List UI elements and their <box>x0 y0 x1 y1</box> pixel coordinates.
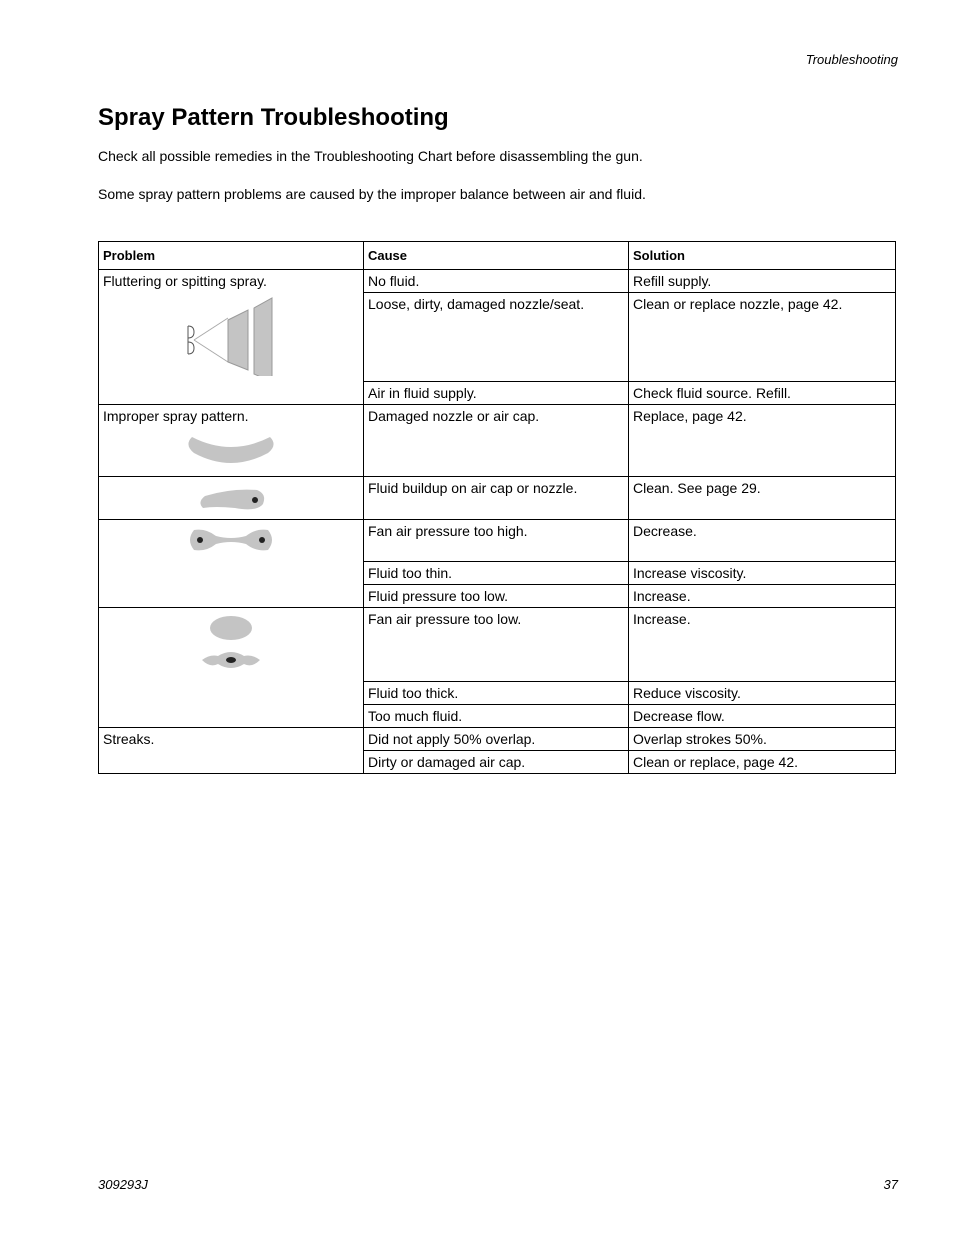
cause-cell: Loose, dirty, damaged nozzle/seat. <box>364 293 629 382</box>
cause-cell: Did not apply 50% overlap. <box>364 728 629 751</box>
cause-cell: Fluid buildup on air cap or nozzle. <box>364 477 629 520</box>
table-row <box>99 477 896 520</box>
intro-paragraph-1: Check all possible remedies in the Troubleshooting Chart before disassembling the gun. <box>98 148 643 164</box>
solution-cell: Increase. <box>629 585 896 608</box>
table-row <box>99 405 896 477</box>
page-title: Spray Pattern Troubleshooting <box>98 104 449 131</box>
cause-cell: Damaged nozzle or air cap. <box>364 405 629 477</box>
solution-cell: Reduce viscosity. <box>629 682 896 705</box>
table-row <box>99 270 896 293</box>
problem-label: Fluttering or spitting spray. <box>103 273 267 289</box>
table-header-row <box>99 242 896 270</box>
table-row <box>99 520 896 562</box>
cause-cell: No fluid. <box>364 270 629 293</box>
problem-cell-figure-only <box>99 608 364 728</box>
cause-cell: Too much fluid. <box>364 705 629 728</box>
problem-cell-figure-only <box>99 520 364 608</box>
solution-cell: Replace, page 42. <box>629 405 896 477</box>
table-row <box>99 728 896 751</box>
cause-cell: Fan air pressure too low. <box>364 608 629 682</box>
round-pattern-figures <box>196 614 266 678</box>
solution-cell: Decrease flow. <box>629 705 896 728</box>
cause-cell: Fan air pressure too high. <box>364 520 629 562</box>
solution-cell: Refill supply. <box>629 270 896 293</box>
cause-cell: Fluid too thick. <box>364 682 629 705</box>
split-pattern-figure <box>186 526 276 554</box>
table-row <box>99 608 896 682</box>
cause-cell: Fluid pressure too low. <box>364 585 629 608</box>
running-header: Troubleshooting <box>805 52 898 67</box>
problem-cell-improper <box>99 405 364 477</box>
fluttering-spray-figure <box>176 296 286 376</box>
intro-paragraph-2: Some spray pattern problems are caused by the improper balance between air and fluid. <box>98 186 646 202</box>
solution-cell: Increase viscosity. <box>629 562 896 585</box>
header-problem: Problem <box>99 242 364 270</box>
solution-cell: Decrease. <box>629 520 896 562</box>
solution-cell: Overlap strokes 50%. <box>629 728 896 751</box>
cause-cell: Dirty or damaged air cap. <box>364 751 629 774</box>
header-solution: Solution <box>629 242 896 270</box>
page-number: 37 <box>883 1177 898 1192</box>
cause-cell: Fluid too thin. <box>364 562 629 585</box>
problem-cell-figure-only <box>99 477 364 520</box>
problem-cell-fluttering <box>99 270 364 405</box>
problem-label: Improper spray pattern. <box>103 408 249 424</box>
problem-cell-streaks: Streaks. <box>99 728 364 774</box>
one-sided-pattern-figure <box>195 484 267 514</box>
solution-cell: Clean or replace, page 42. <box>629 751 896 774</box>
solution-cell: Check fluid source. Refill. <box>629 382 896 405</box>
solution-cell: Increase. <box>629 608 896 682</box>
cause-cell: Air in fluid supply. <box>364 382 629 405</box>
solution-cell: Clean. See page 29. <box>629 477 896 520</box>
document-number: 309293J <box>98 1177 148 1192</box>
troubleshooting-table <box>98 241 896 774</box>
header-cause: Cause <box>364 242 629 270</box>
solution-cell: Clean or replace nozzle, page 42. <box>629 293 896 382</box>
curved-pattern-figure <box>186 427 276 463</box>
